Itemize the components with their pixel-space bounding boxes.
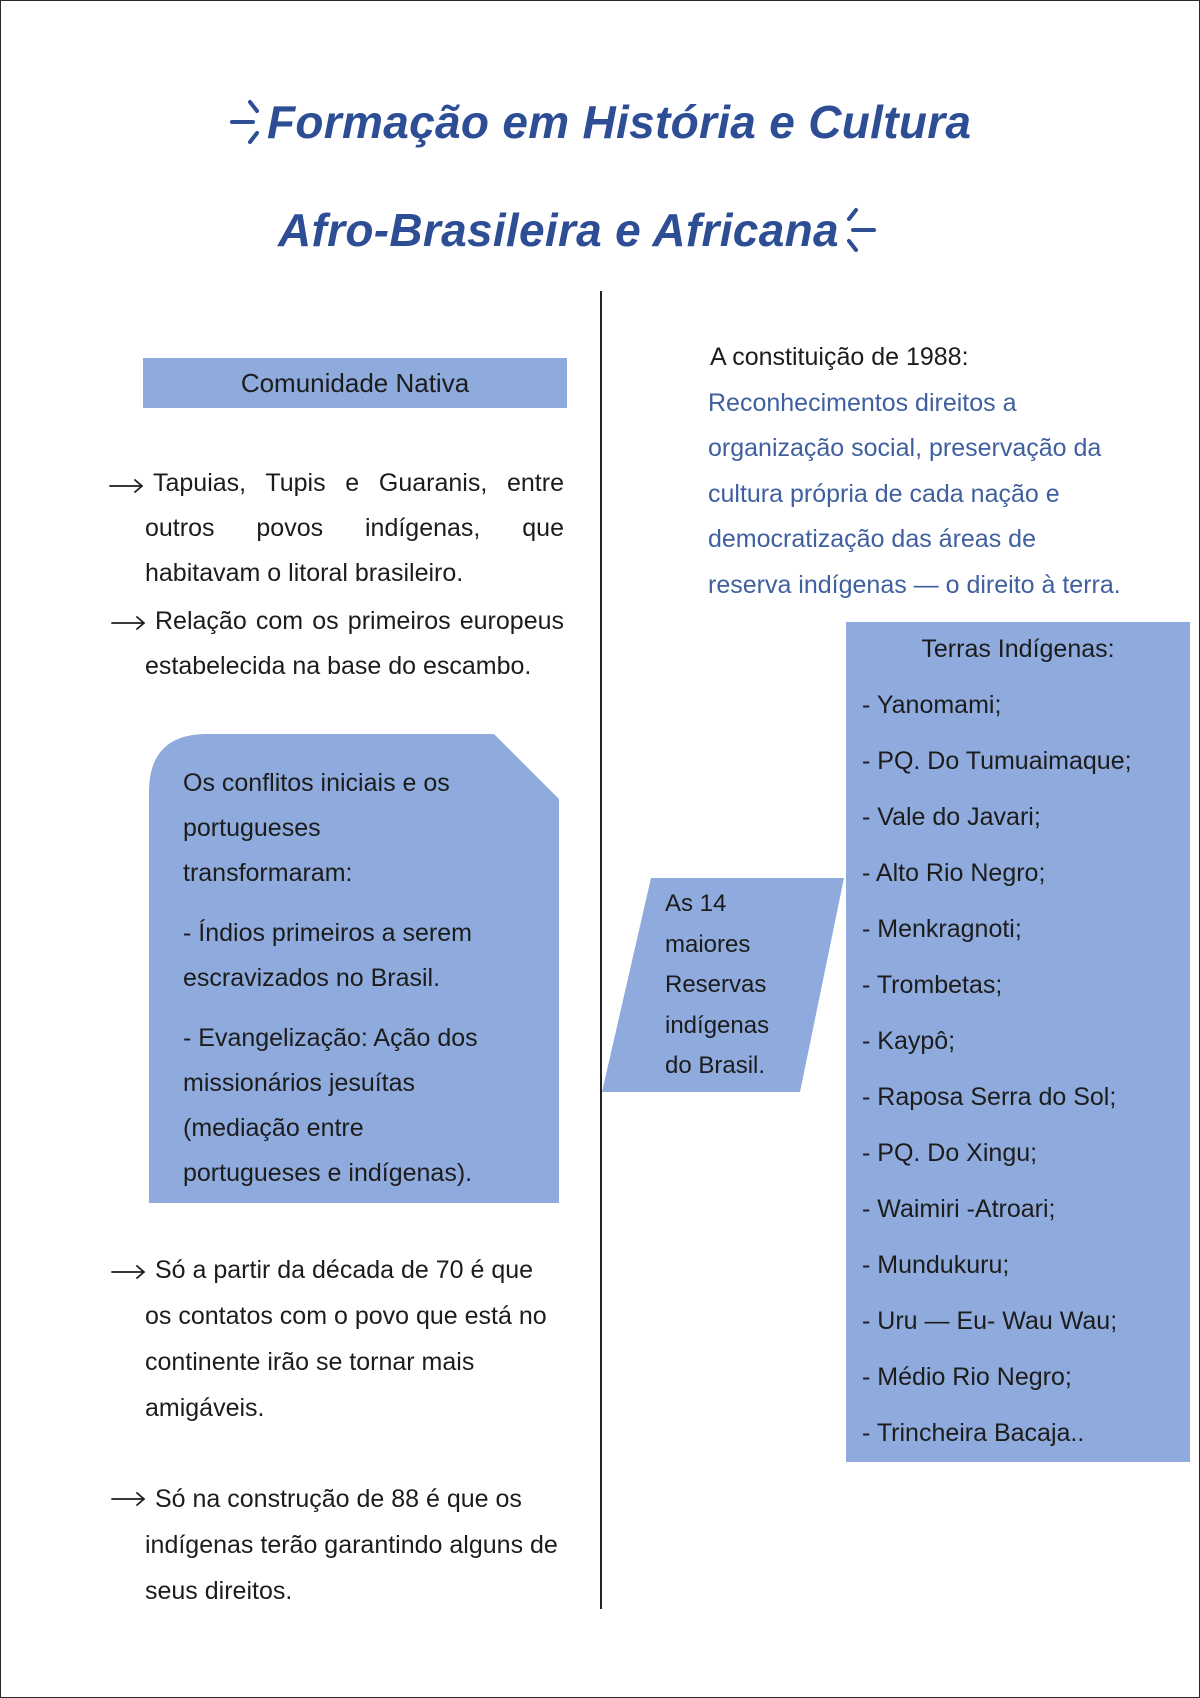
callout-line: Os conflitos iniciais e os: [183, 769, 450, 797]
bullet-line: amigáveis.: [145, 1394, 265, 1422]
title-line-2: [278, 202, 879, 258]
constitution-heading: A constituição de 1988:: [710, 343, 969, 371]
sparkle-right-icon: [845, 205, 879, 255]
bullet-line: habitavam o litoral brasileiro.: [145, 559, 464, 587]
arrow-right-icon: [111, 1264, 147, 1280]
callout-paragraph: [183, 761, 553, 896]
list-item: - Mundukuru;: [862, 1251, 1010, 1279]
callout-line: missionários jesuítas: [183, 1069, 416, 1097]
callout-line: - Índios primeiros a serem: [183, 919, 472, 947]
constitution-block: [708, 335, 1188, 609]
page-title-line-1: Formação em História e Cultura: [267, 96, 972, 148]
bullet-constitution-88: [145, 1476, 564, 1614]
bullet-line: estabelecida na base do escambo.: [145, 652, 532, 680]
reserves-label-line: indígenas: [665, 1011, 770, 1039]
callout-line: portugueses: [183, 814, 321, 842]
reserves-label-line: do Brasil.: [665, 1052, 766, 1079]
list-item: - Uru — Eu- Wau Wau;: [862, 1307, 1118, 1335]
list-item: - Waimiri -Atroari;: [862, 1195, 1056, 1223]
callout-line: portugueses e indígenas).: [183, 1159, 473, 1187]
bullet-line: continente irão se tornar mais: [145, 1348, 475, 1376]
list-item: - Trombetas;: [862, 971, 1003, 999]
title-line-1: [227, 94, 971, 150]
bullet-line: seus direitos.: [145, 1577, 293, 1605]
indigenous-lands-list: [862, 677, 1132, 1461]
callout-text: [183, 761, 553, 1196]
reserves-label-line: maiores: [665, 930, 751, 958]
list-item: - Médio Rio Negro;: [862, 1363, 1072, 1391]
bullet-seventies: [145, 1247, 564, 1431]
constitution-line: organização social, preservação da: [708, 434, 1102, 463]
callout-line: - Evangelização: Ação dos: [183, 1024, 478, 1052]
callout-line: transformaram:: [183, 859, 353, 887]
list-item: - Kaypô;: [862, 1027, 956, 1055]
section-label: Comunidade Nativa: [143, 358, 567, 408]
reserves-label-line: As 14: [665, 890, 727, 917]
list-item: - PQ. Do Xingu;: [862, 1139, 1038, 1167]
bullet-line: Relação com os primeiros europeus: [155, 607, 564, 635]
bullet-line: Só na construção de 88 é que os: [155, 1485, 522, 1513]
bullet-line: outros povos indígenas, que: [145, 514, 564, 542]
bullet-relation: [145, 599, 564, 689]
bullet-line: Tapuias, Tupis e Guaranis, entre: [153, 469, 564, 497]
list-item: - PQ. Do Tumuaimaque;: [862, 747, 1132, 775]
bullet-line: indígenas terão garantindo alguns de: [145, 1531, 558, 1559]
constitution-line: reserva indígenas — o direito à terra.: [708, 570, 1121, 599]
reserves-label: [665, 884, 769, 1087]
constitution-line: cultura própria de cada nação e: [708, 479, 1060, 508]
list-item: - Alto Rio Negro;: [862, 859, 1046, 887]
arrow-right-icon: [109, 478, 145, 494]
list-item: - Menkragnoti;: [862, 915, 1022, 943]
arrow-right-icon: [111, 1491, 147, 1507]
arrow-right-icon: [111, 615, 147, 631]
callout-line: (mediação entre: [183, 1114, 364, 1142]
indigenous-lands-title: Terras Indígenas:: [921, 635, 1115, 663]
bullet-line: Só a partir da década de 70 é que: [155, 1256, 534, 1284]
constitution-line: Reconhecimentos direitos a: [708, 388, 1017, 417]
sparkle-left-icon: [227, 97, 261, 147]
list-item: - Raposa Serra do Sol;: [862, 1083, 1117, 1111]
callout-line: escravizados no Brasil.: [183, 964, 441, 992]
bullet-line: os contatos com o povo que está no: [145, 1302, 547, 1330]
constitution-line: democratização das áreas de: [708, 525, 1036, 554]
page-title-line-2: Afro-Brasileira e Africana: [278, 204, 839, 256]
reserves-label-line: Reservas: [665, 971, 767, 998]
bullet-natives: [145, 461, 564, 596]
callout-paragraph: [183, 1016, 553, 1196]
callout-paragraph: [183, 911, 553, 1001]
list-item: - Trincheira Bacaja..: [862, 1419, 1085, 1447]
indigenous-lands-box: [846, 622, 1190, 1462]
list-item: - Vale do Javari;: [862, 803, 1041, 831]
list-item: - Yanomami;: [862, 691, 1002, 719]
